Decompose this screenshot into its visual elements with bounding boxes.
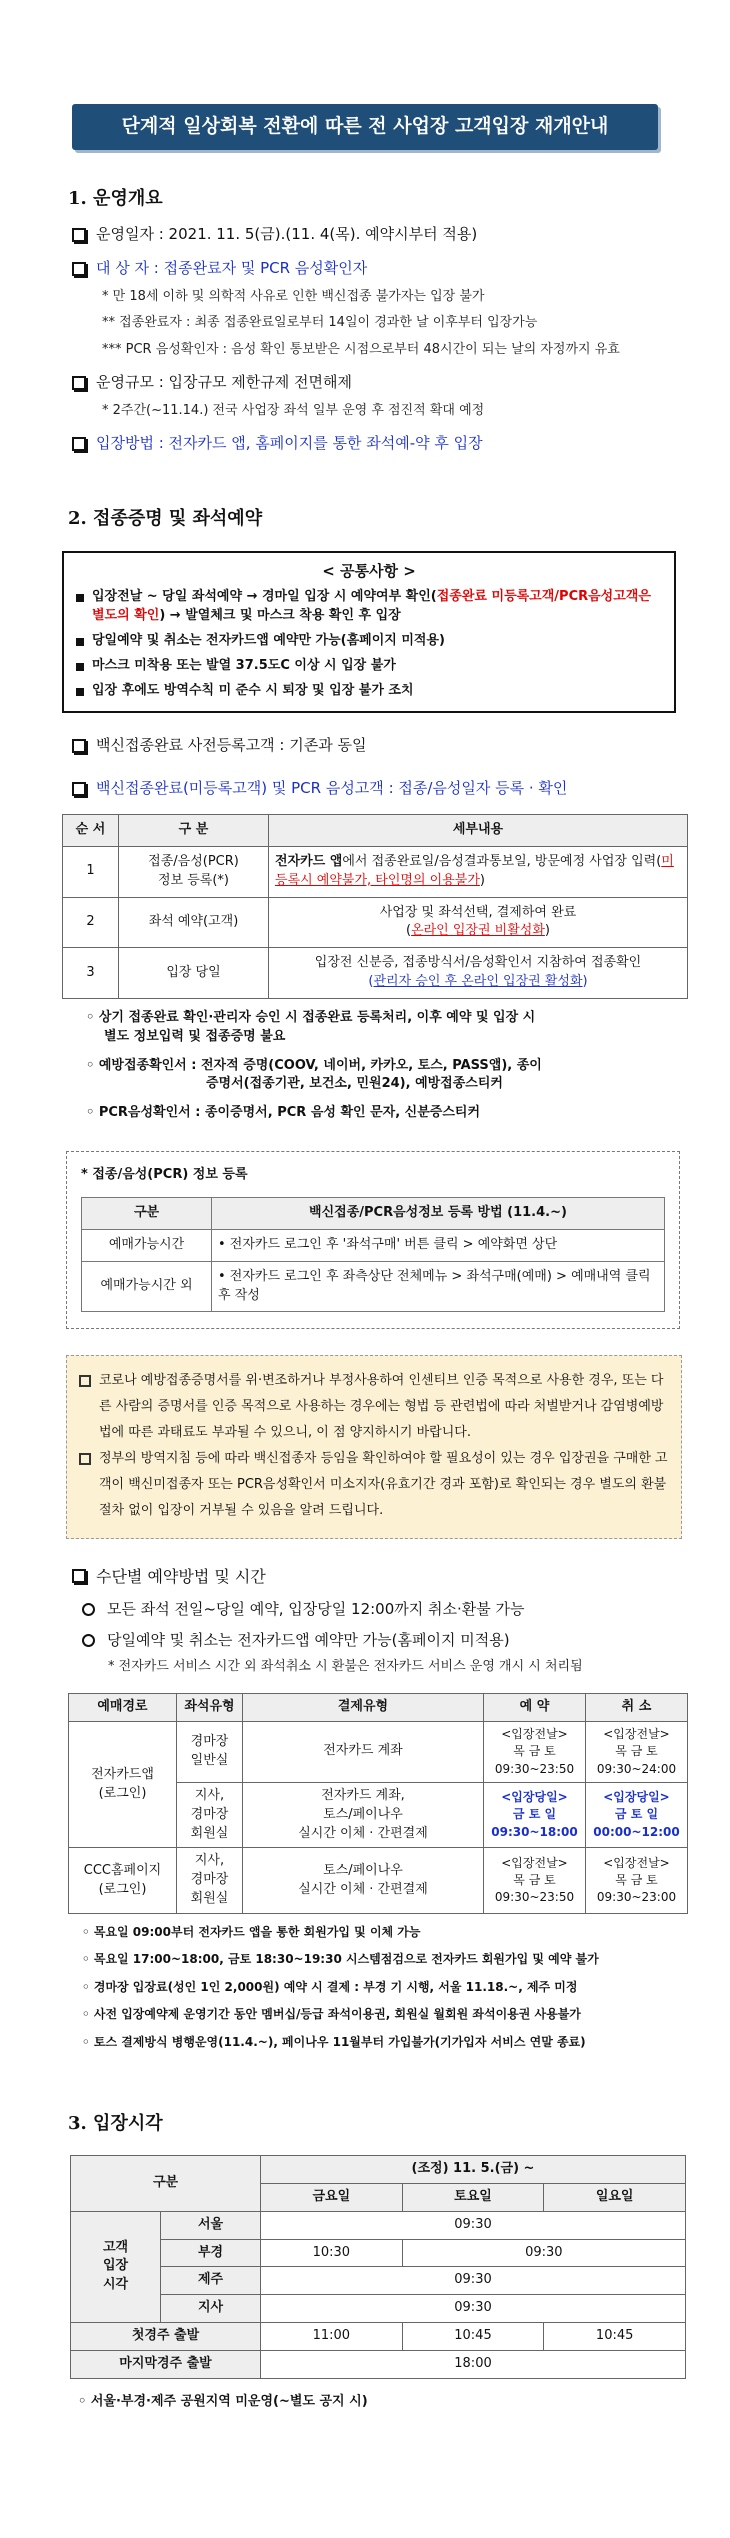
- section-3-title: 3. 입장시각: [68, 2112, 163, 2134]
- checkbox-icon: [72, 782, 86, 796]
- circle-item: 모든 좌석 전일~당일 예약, 입장당일 12:00까지 취소·환불 가능: [82, 1599, 710, 1621]
- table-header: 세부내용: [269, 815, 688, 847]
- bullet: ◦ 상기 접종완료 확인·관리자 승인 시 접종완료 등록처리, 이후 예약 및 입장 시 별도 정보입력 및 접종증명 불요: [86, 1009, 536, 1044]
- checkbox-icon: [72, 228, 86, 242]
- target-note-1: * 만 18세 이하 및 의학적 사유로 인한 백신접종 불가자는 입장 불가: [102, 288, 485, 304]
- notice-item: 입장전날 ~ 당일 좌석예약 → 경마일 입장 시 예약여부 확인(접종완료 미등록고객/PCR음성고객은 별도의 확인) → 발열체크 및 마스크 착용 확인 후 입장: [76, 588, 662, 626]
- warning-box: [66, 1355, 682, 1539]
- bullet: ◦ 경마장 입장료(성인 1인 2,000원) 예약 시 결제 : 부경 기 시행, 서울 11.18.~, 제주 미정: [82, 1979, 578, 1994]
- checkbox-icon: [72, 739, 86, 753]
- item-reservation-method: 수단별 예약방법 및 시간: [72, 1565, 710, 1588]
- bullet: ◦ 목요일 09:00부터 전자카드 앱을 통한 회원가입 및 이체 가능: [82, 1924, 421, 1939]
- section-2-title: 2. 접종증명 및 좌석예약: [68, 508, 263, 530]
- table-row: 첫경주 출발 11:00 10:45 10:45: [71, 2323, 686, 2351]
- bullet: ◦ 예방접종확인서 : 전자적 증명(COOV, 네이버, 카카오, 토스, PASS앱), 종이 증명서(접종기관, 보건소, 민원24), 예방접종스티커: [86, 1057, 542, 1092]
- table-header: 토요일: [402, 2183, 544, 2211]
- square-bullet-icon: [79, 1453, 91, 1465]
- guide-heading: * 접종/음성(PCR) 정보 등록: [81, 1167, 248, 1183]
- table-row: 지사, 경마장 회원실 전자카드 계좌, 토스/페이나우 실시간 이체 · 간편결제 <입장당일> 금 토 일 09:30~18:00 <입장당일> 금 토 일 00:00~12:00: [69, 1782, 688, 1848]
- registration-guide-table: [81, 1197, 665, 1312]
- square-bullet-icon: [76, 638, 84, 646]
- table-header: 백신접종/PCR음성정보 등록 방법 (11.4.~): [212, 1198, 665, 1230]
- checkbox-icon: [72, 262, 86, 276]
- item-target: 대 상 자 : 접종완료자 및 PCR 음성확인자: [72, 258, 710, 280]
- vaccine-reg-info: [72, 735, 710, 801]
- warning-item: 정부의 방역지침 등에 따라 백신접종자 등임을 확인하여야 할 필요성이 있는 경우 입장권을 구매한 고객이 백신미접종자 또는 PCR음성확인서 미소지자(유효기간 경과 포함)로 확인되는 경우 별도의 환불 절차 없이 입장이 거부될 수 있음을 알려 드립니다.: [79, 1446, 669, 1524]
- table-row: 고객 입장 시각 서울 09:30: [71, 2211, 686, 2239]
- item-scale: 운영규모 : 입장규모 제한규제 전면해제: [72, 372, 710, 394]
- square-bullet-icon: [76, 663, 84, 671]
- bullet: ◦ 사전 입장예약제 운영기간 동안 멤버십/등급 좌석이용권, 회원실 월회원 좌석이용권 사용불가: [82, 2007, 581, 2022]
- notice-item: 입장 후에도 방역수칙 미 준수 시 퇴장 및 입장 불가 조치: [76, 682, 662, 701]
- table-header: (조정) 11. 5.(금) ~: [261, 2156, 686, 2184]
- table-row: 예매가능시간 외 • 전자카드 로그인 후 좌측상단 전체메뉴 > 좌석구매(예매) > 예매내역 클릭 후 작성: [82, 1261, 665, 1312]
- item-operation-date: 운영일자 : 2021. 11. 5(금).(11. 4(목). 예약시부터 적용): [72, 224, 710, 246]
- registration-guide-box: [66, 1151, 680, 1329]
- method-note: * 전자카드 서비스 시간 외 좌석취소 시 환불은 전자카드 서비스 운영 개시 시 처리됨: [108, 1659, 583, 1675]
- table-header: 취 소: [586, 1693, 688, 1721]
- section-1-body: [72, 224, 710, 454]
- bullet: ◦ 토스 결제방식 병행운영(11.4.~), 페이나우 11월부터 가입불가(기가입자 서비스 연말 종료): [82, 2034, 586, 2049]
- table-header: 구분: [82, 1198, 212, 1230]
- table-row: 제주 09:30: [71, 2267, 686, 2295]
- section-1-title: 1. 운영개요: [68, 188, 163, 209]
- bullet: ◦ PCR음성확인서 : 종이증명서, PCR 음성 확인 문자, 신분증스티커: [86, 1105, 481, 1121]
- certificate-bullets: [20, 1009, 710, 1123]
- table-header: 금요일: [261, 2183, 403, 2211]
- table-row: 전자카드앱 (로그인) 경마장 일반실 전자카드 계좌 <입장전날> 목 금 토 09:30~23:50 <입장전날> 목 금 토 09:30~24:00: [69, 1721, 688, 1782]
- target-note-2: ** 접종완료자 : 최종 접종완료일로부터 14일이 경과한 날 이후부터 입장가능: [102, 315, 538, 331]
- square-bullet-icon: [79, 1375, 91, 1387]
- checkbox-icon: [72, 376, 86, 390]
- common-notice-box: [62, 551, 676, 713]
- item-pre-registered: 백신접종완료 사전등록고객 : 기존과 동일: [72, 735, 710, 757]
- reservation-table: [68, 1693, 688, 1914]
- notice-heading: < 공통사항 >: [322, 561, 416, 580]
- warning-item: 코로나 예방접종증명서를 위·변조하거나 부정사용하여 인센티브 인증 목적으로 사용한 경우, 또는 다른 사람의 증명서를 인증 목적으로 사용하는 경우에는 형법 등 관련법에 따라 처벌받거나 감염병예방법에 따른 과태료도 부과될 수 있으니, 이 점 양지하시기 바랍니다.: [79, 1368, 669, 1446]
- section-3-bullet: ◦ 서울·부경·제주 공원지역 미운영(~별도 공지 시): [78, 2393, 368, 2409]
- table-header: 결제유형: [243, 1693, 484, 1721]
- table-row: 1 접종/음성(PCR) 정보 등록(*) 전자카드 앱에서 접종완료일/음성결과통보일, 방문예정 사업장 입력(미 등록시 예약불가, 타인명의 이용불가): [63, 846, 688, 897]
- checkbox-icon: [72, 437, 86, 451]
- table-header: 좌석유형: [177, 1693, 243, 1721]
- target-note-3: *** PCR 음성확인자 : 음성 확인 통보받은 시점으로부터 48시간이 되는 날의 자정까지 유효: [102, 342, 620, 358]
- table-header: 구 분: [119, 815, 269, 847]
- table-header: 예매경로: [69, 1693, 177, 1721]
- page-title: 단계적 일상회복 전환에 따른 전 사업장 고객입장 재개안내: [72, 104, 658, 150]
- registration-steps-table: [62, 814, 688, 999]
- square-bullet-icon: [76, 594, 84, 602]
- table-row: 부경 10:30 09:30: [71, 2239, 686, 2267]
- square-bullet-icon: [76, 688, 84, 696]
- checkbox-icon: [72, 1569, 86, 1583]
- circle-bullet-icon: [82, 1603, 95, 1616]
- bullet: ◦ 목요일 17:00~18:00, 금토 18:30~19:30 시스템점검으로 전자카드 회원가입 및 예약 불가: [82, 1952, 599, 1967]
- method-bullets: [20, 1924, 710, 2051]
- entry-time-table: [70, 2155, 686, 2379]
- reservation-method: [72, 1565, 710, 1588]
- table-header: 구분: [71, 2156, 261, 2212]
- table-row: 마지막경주 출발 18:00: [71, 2350, 686, 2378]
- table-header: 일요일: [544, 2183, 686, 2211]
- table-header: 예 약: [484, 1693, 586, 1721]
- table-row: 예매가능시간 • 전자카드 로그인 후 '좌석구매' 버튼 클릭 > 예약화면 상단: [82, 1229, 665, 1261]
- table-row: 2 좌석 예약(고객) 사업장 및 좌석선택, 결제하여 완료 (온라인 입장권 비활성화): [63, 897, 688, 948]
- table-row: 지사 09:30: [71, 2295, 686, 2323]
- table-header: 순 서: [63, 815, 119, 847]
- notice-item: 마스크 미착용 또는 발열 37.5도C 이상 시 입장 불가: [76, 657, 662, 676]
- item-unregistered: 백신접종완료(미등록고객) 및 PCR 음성고객 : 접종/음성일자 등록 · 확인: [72, 778, 710, 800]
- item-entry-method: 입장방법 : 전자카드 앱, 홈페이지를 통한 좌석예-약 후 입장: [72, 433, 710, 455]
- table-row: CCC홈페이지 (로그인) 지사, 경마장 회원실 토스/페이나우 실시간 이체 · 간편결제 <입장전날> 목 금 토 09:30~23:50 <입장전날> 목 금 토 09:30~23:00: [69, 1848, 688, 1914]
- notice-item: 당일예약 및 취소는 전자카드앱 예약만 가능(홈페이지 미적용): [76, 632, 662, 651]
- circle-bullet-icon: [82, 1634, 95, 1647]
- scale-note: * 2주간(~11.14.) 전국 사업장 좌석 일부 운영 후 점진적 확대 예정: [102, 402, 485, 418]
- table-row: 3 입장 당일 입장전 신분증, 접종방식서/음성확인서 지참하여 접종확인 (관리자 승인 후 온라인 입장권 활성화): [63, 948, 688, 999]
- circle-item: 당일예약 및 취소는 전자카드앱 예약만 가능(홈페이지 미적용): [82, 1630, 710, 1652]
